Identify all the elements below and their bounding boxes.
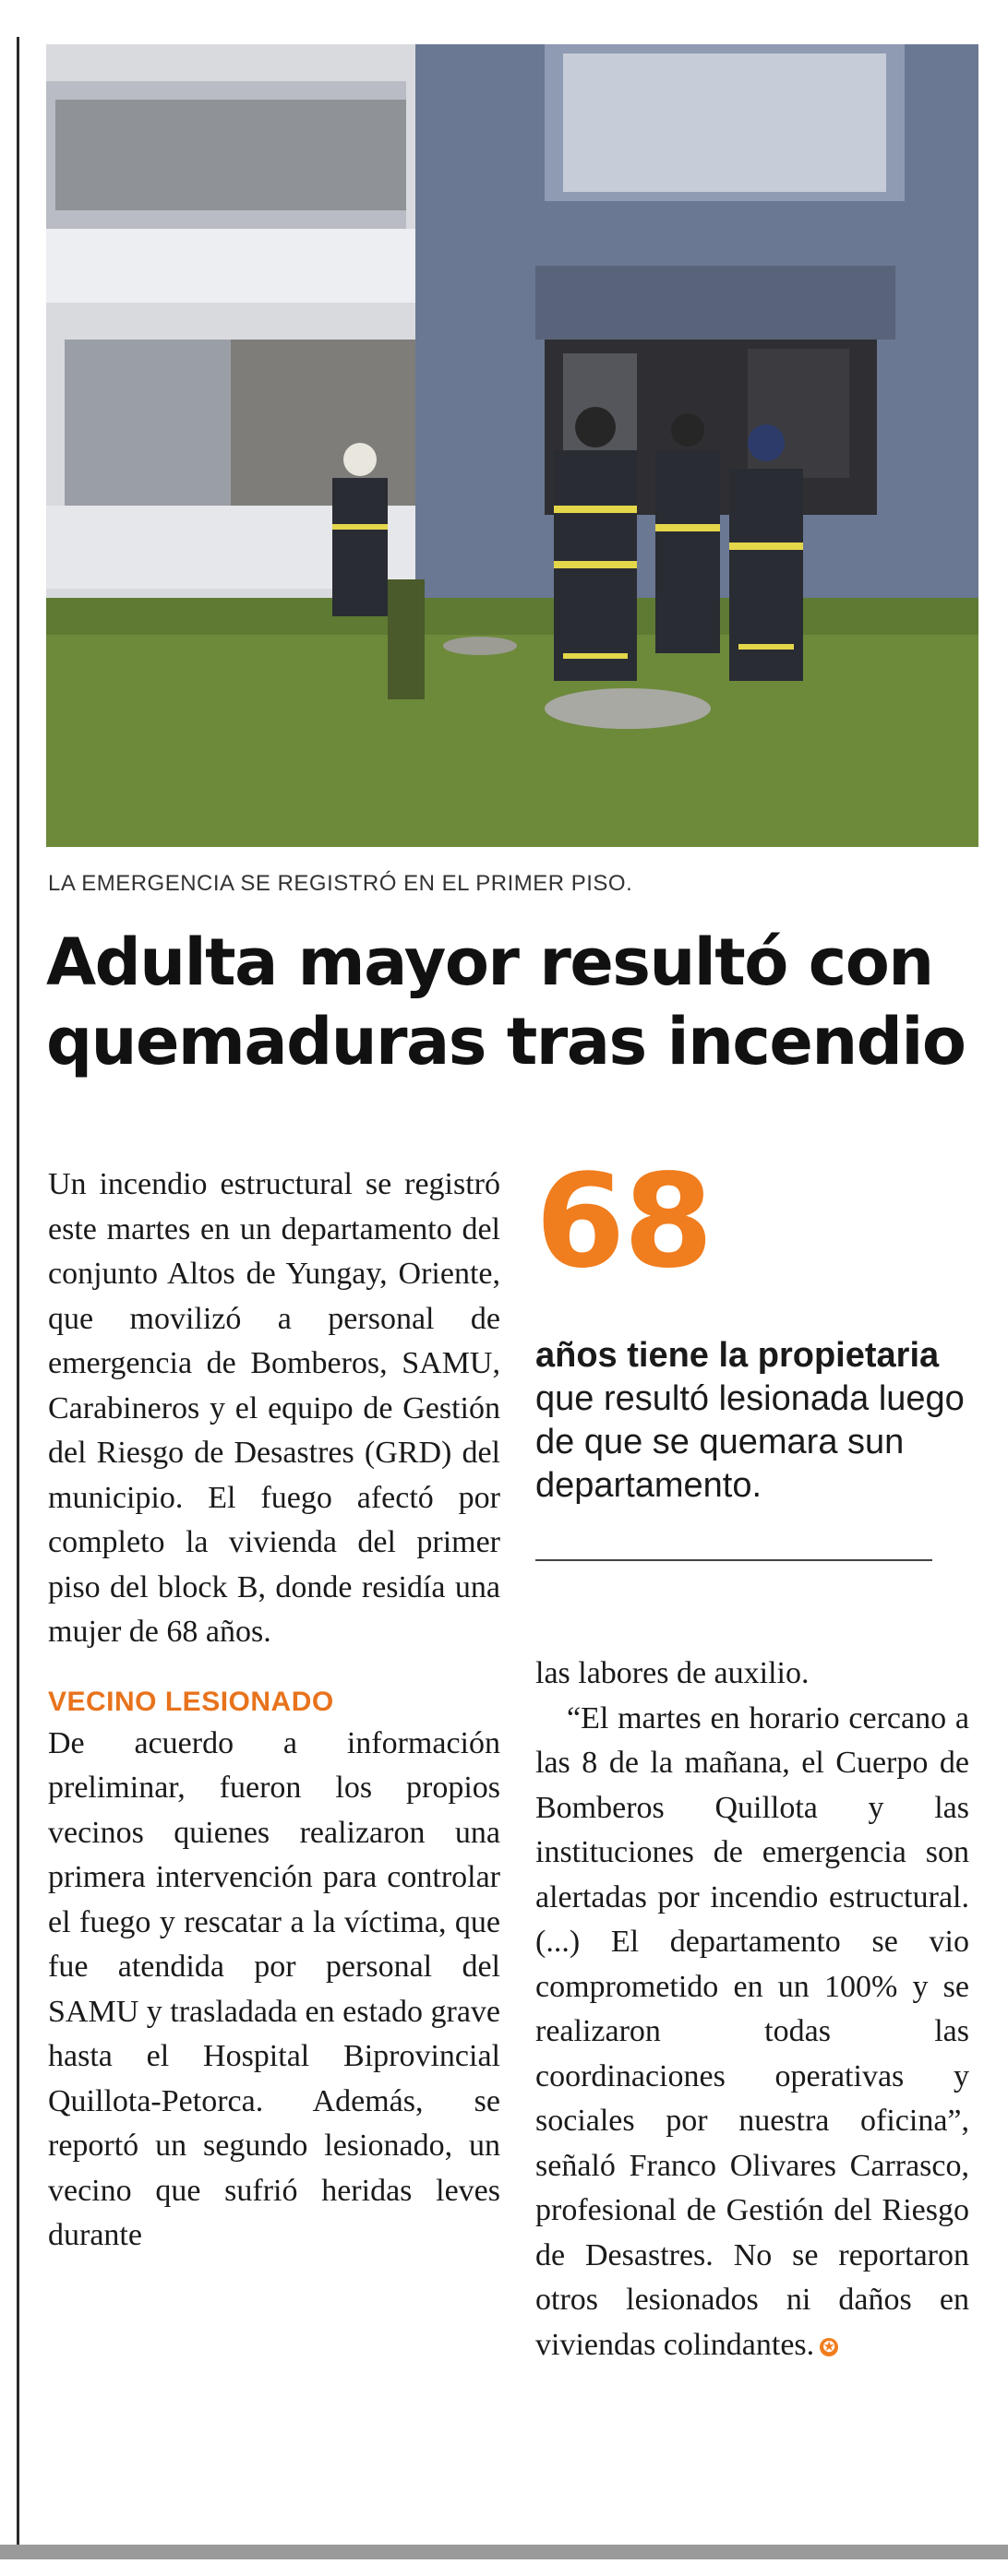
end-of-article-icon: ✪	[820, 2338, 838, 2356]
article-paragraph-1: Un incendio estructural se registró este martes en un departamento del conjunto Altos de Yungay, Oriente, que movilizó a personal de emergencia de Bomberos, SAMU, Carabineros y el equipo de Gestión del Riesgo de Desastres (GRD) del municipio. El fuego afectó por completo la vivienda del primer piso del block B, donde residía una mujer de 68 años.	[48, 1167, 500, 1649]
article-paragraph-3: las labores de auxilio.	[535, 1656, 810, 1690]
stat-description	[535, 1334, 969, 1508]
stat-description-rest: que resultó lesionada luego de que se quemara sun departamento.	[535, 1379, 965, 1505]
section-subhead: VECINO LESIONADO	[48, 1686, 334, 1717]
news-photo	[46, 44, 978, 847]
article-paragraph-4-text: “El martes en horario cercano a las 8 de la mañana, el Cuerpo de Bomberos Quillota y las instituciones de emergencia son alertadas por incendio estructural. (...) El departamento se vio comprometido en un 100% y se realizaron todas las coordinaciones operativas y sociales por nuestra oficina”, señaló Franco Olivares Carrasco, profesional de Gestión del Riesgo de Desastres. No se reportaron otros lesionados ni daños en viviendas colindantes.	[535, 1700, 969, 2362]
stat-divider	[535, 1559, 932, 1561]
headline: Adulta mayor resultó con quemaduras tras incendio	[46, 924, 966, 1079]
article-column-right	[535, 1652, 969, 2367]
article-paragraph-2: De acuerdo a información preliminar, fueron los propios vecinos quienes realizaron una primera intervención para controlar el fuego y rescatar a la víctima, que fue atendida por personal del SAMU y trasladada en estado grave hasta el Hospital Biprovincial Quillota-Petorca. Además, se reportó un segundo lesionado, un vecino que sufrió heridas leves durante	[48, 1725, 501, 2252]
stat-number: 68	[535, 1147, 712, 1297]
article-column-left	[48, 1163, 500, 2259]
left-column-rule	[17, 37, 19, 2546]
stat-description-bold: años tiene la propietaria	[535, 1336, 940, 1375]
photo-caption: LA EMERGENCIA SE REGISTRÓ EN EL PRIMER PISO.	[48, 871, 633, 896]
stat-callout	[535, 1147, 969, 1561]
article-paragraph-4	[535, 1697, 969, 2368]
page-bottom-bar	[0, 2545, 1008, 2559]
